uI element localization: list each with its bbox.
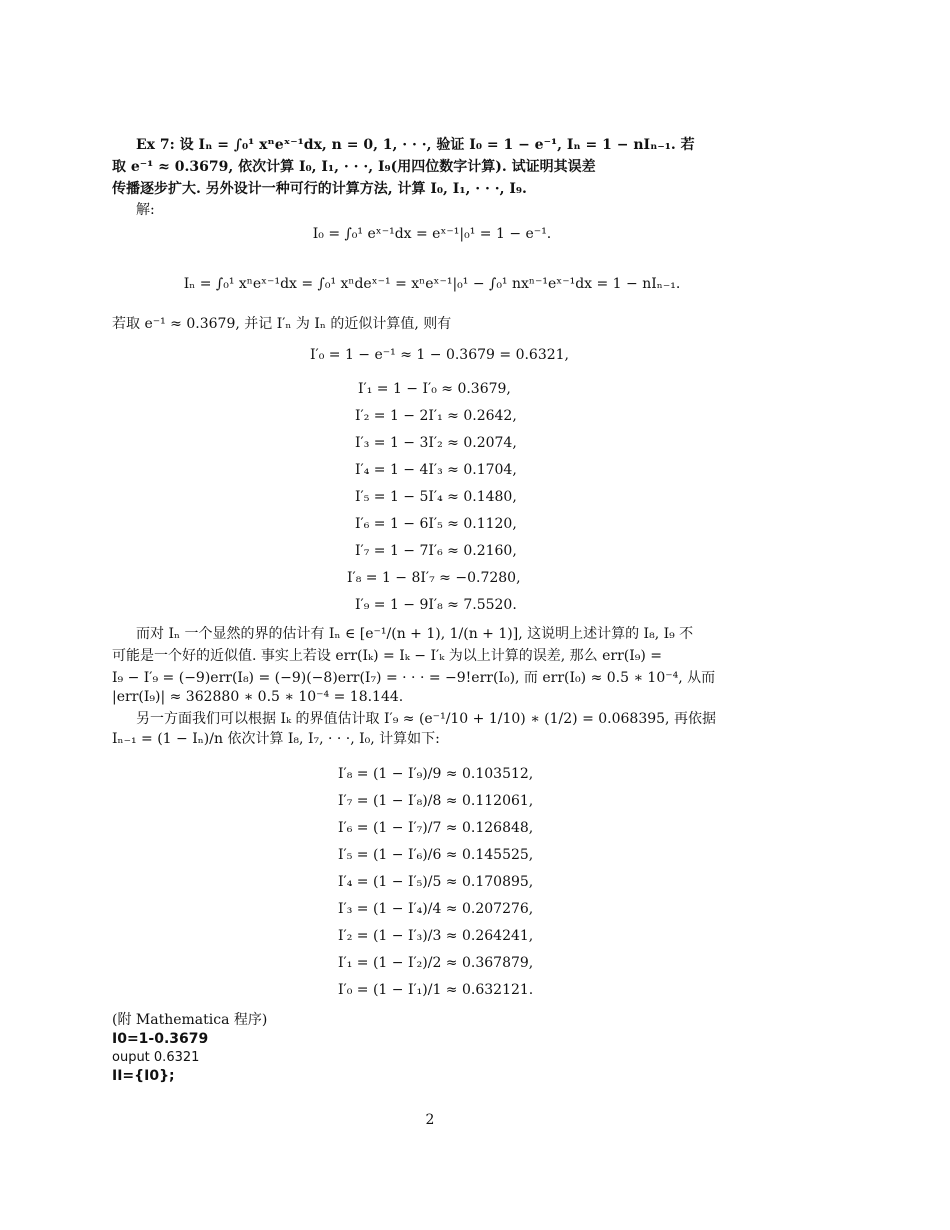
forward-step-4: I′₄ = 1 − 4I′₃ ≈ 0.1704, xyxy=(355,462,517,478)
approximation-intro: 若取 e⁻¹ ≈ 0.3679, 并记 I′ₙ 为 Iₙ 的近似计算值, 则有 xyxy=(112,316,452,332)
exercise-line-1: Ex 7: 设 Iₙ = ∫₀¹ xⁿeˣ⁻¹dx, n = 0, 1, · · ·, 验证 I₀ = 1 − e⁻¹, Iₙ = 1 − nIₙ₋₁. 若 xyxy=(136,137,695,153)
forward-step-0: I′₀ = 1 − e⁻¹ ≈ 1 − 0.3679 = 0.6321, xyxy=(310,347,569,363)
method-paragraph-line-1: 另一方面我们可以根据 Iₖ 的界值估计取 I′₉ ≈ (e⁻¹/10 + 1/10) ∗ (1/2) = 0.068395, 再依据 xyxy=(136,711,716,727)
exercise-line-2: 取 e⁻¹ ≈ 0.3679, 依次计算 I₀, I₁, · · ·, I₉(用四位数字计算). 试证明其误差 xyxy=(112,159,596,175)
backward-step-5: I′₅ = (1 − I′₆)/6 ≈ 0.145525, xyxy=(338,847,534,863)
forward-step-6: I′₆ = 1 − 6I′₅ ≈ 0.1120, xyxy=(355,516,517,532)
backward-step-1: I′₁ = (1 − I′₂)/2 ≈ 0.367879, xyxy=(338,955,534,971)
bound-paragraph-line-2: 可能是一个好的近似值. 事实上若设 err(Iₖ) = Iₖ − I′ₖ 为以上计算的误差, 那么 err(I₉) = xyxy=(112,648,663,664)
code-line-ii: II={I0}; xyxy=(112,1068,175,1084)
forward-step-9: I′₉ = 1 − 9I′₈ ≈ 7.5520. xyxy=(355,597,517,613)
backward-step-6: I′₆ = (1 − I′₇)/7 ≈ 0.126848, xyxy=(338,820,534,836)
forward-step-3: I′₃ = 1 − 3I′₂ ≈ 0.2074, xyxy=(355,435,517,451)
method-paragraph-line-2: Iₙ₋₁ = (1 − Iₙ)/n 依次计算 I₈, I₇, · · ·, I₀, 计算如下: xyxy=(112,731,440,747)
appendix-label: (附 Mathematica 程序) xyxy=(112,1012,268,1028)
backward-step-4: I′₄ = (1 − I′₅)/5 ≈ 0.170895, xyxy=(338,874,534,890)
code-line-i0: I0=1-0.3679 xyxy=(112,1031,209,1047)
bound-paragraph-line-4: |err(I₉)| ≈ 362880 ∗ 0.5 ∗ 10⁻⁴ = 18.144. xyxy=(112,689,404,705)
forward-step-1: I′₁ = 1 − I′₀ ≈ 0.3679, xyxy=(358,381,511,397)
forward-step-2: I′₂ = 1 − 2I′₁ ≈ 0.2642, xyxy=(355,408,517,424)
equation-i0: I₀ = ∫₀¹ eˣ⁻¹dx = eˣ⁻¹|₀¹ = 1 − e⁻¹. xyxy=(312,226,552,242)
forward-step-8: I′₈ = 1 − 8I′₇ ≈ −0.7280, xyxy=(347,570,521,586)
backward-step-0: I′₀ = (1 − I′₁)/1 ≈ 0.632121. xyxy=(338,982,534,998)
bound-paragraph-line-3: I₉ − I′₉ = (−9)err(I₈) = (−9)(−8)err(I₇) = · · · = −9!err(I₀), 而 err(I₀) ≈ 0.5 ∗ 10⁻⁴, 从而 xyxy=(112,670,716,686)
equation-in-recurrence: Iₙ = ∫₀¹ xⁿeˣ⁻¹dx = ∫₀¹ xⁿdeˣ⁻¹ = xⁿeˣ⁻¹|₀¹ − ∫₀¹ nxⁿ⁻¹eˣ⁻¹dx = 1 − nIₙ₋₁. xyxy=(183,276,681,292)
forward-step-5: I′₅ = 1 − 5I′₄ ≈ 0.1480, xyxy=(355,489,517,505)
backward-step-2: I′₂ = (1 − I′₃)/3 ≈ 0.264241, xyxy=(338,928,534,944)
code-output: ouput 0.6321 xyxy=(112,1050,200,1065)
backward-step-8: I′₈ = (1 − I′₉)/9 ≈ 0.103512, xyxy=(338,766,534,782)
solution-label: 解: xyxy=(136,202,155,218)
page-number: 2 xyxy=(425,1112,435,1128)
backward-step-7: I′₇ = (1 − I′₈)/8 ≈ 0.112061, xyxy=(338,793,534,809)
backward-step-3: I′₃ = (1 − I′₄)/4 ≈ 0.207276, xyxy=(338,901,534,917)
forward-step-7: I′₇ = 1 − 7I′₆ ≈ 0.2160, xyxy=(355,543,517,559)
exercise-line-3: 传播逐步扩大. 另外设计一种可行的计算方法, 计算 I₀, I₁, · · ·, I₉. xyxy=(112,181,527,197)
bound-paragraph-line-1: 而对 Iₙ 一个显然的界的估计有 Iₙ ∈ [e⁻¹/(n + 1), 1/(n + 1)], 这说明上述计算的 I₈, I₉ 不 xyxy=(136,626,694,642)
